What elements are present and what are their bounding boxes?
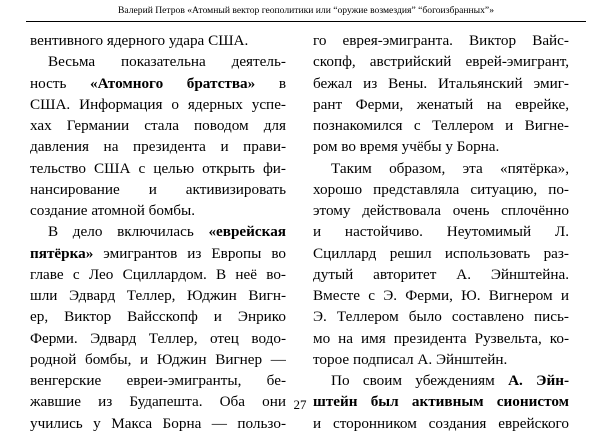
- text-line: [30, 221, 286, 242]
- text-run: Э. Теллером было составлено пись-: [313, 308, 569, 326]
- bold-text: пятёрка»: [30, 244, 94, 262]
- running-header: Валерий Петров «Атомный вектор геополитики или “оружие возмездия” “богоизбранных”»: [117, 5, 494, 16]
- text-line: [30, 73, 286, 94]
- text-run: этому действовала очень сплочённо: [313, 202, 569, 219]
- text-line: [313, 328, 569, 349]
- text-line: [30, 51, 286, 72]
- bold-text: «еврейская: [208, 223, 286, 241]
- bold-text: А. Эйн-: [508, 372, 569, 389]
- text-line: [30, 349, 286, 370]
- text-run: Весьма показательна деятель-: [48, 53, 286, 71]
- text-line: [30, 136, 286, 157]
- text-run: познакомился с Теллером и Вигне-: [313, 117, 569, 134]
- text-line: [30, 264, 286, 285]
- text-line: [30, 158, 286, 179]
- text-line: [313, 51, 569, 72]
- text-run: торое подписал А. Эйнштейн.: [313, 350, 508, 368]
- header-rule: [26, 21, 586, 22]
- text-run: давления на президента и прави-: [30, 138, 286, 156]
- text-run: дутый авторитет А. Эйнштейна.: [313, 265, 569, 283]
- text-run: бежал из Вены. Итальянский эмиг-: [313, 74, 569, 92]
- text-run: венгерские евреи-эмигранты, бе-: [30, 372, 286, 389]
- text-run: учились у Макса Борна — пользо-: [30, 414, 286, 432]
- text-run: и настойчиво. Неутомимый Л.: [313, 223, 569, 241]
- text-run: главе с Лео Сциллардом. В неё во-: [30, 265, 286, 283]
- text-run: создание атомной бомбы.: [30, 202, 196, 219]
- text-run: жавшие из Будапешта. Оба они: [30, 393, 286, 411]
- text-line: [30, 243, 286, 264]
- text-line: [313, 413, 569, 434]
- bold-text: «Атомного братства»: [90, 74, 256, 92]
- text-run: Вместе с Э. Ферми, Ю. Вигнером и: [313, 287, 569, 304]
- text-run: родной бомбы, и Юджин Вигнер —: [30, 350, 286, 368]
- text-line: [313, 30, 569, 51]
- text-line: [313, 306, 569, 327]
- text-line: [313, 179, 569, 200]
- text-line: [313, 243, 569, 264]
- text-run: Ферми. Эдвард Теллер, отец водо-: [30, 329, 286, 347]
- text-run: шли Эдвард Теллер, Юджин Вигн-: [30, 287, 286, 304]
- text-line: [30, 30, 286, 51]
- text-line: [30, 200, 286, 221]
- text-run: ность: [30, 74, 90, 92]
- text-line: [30, 306, 286, 327]
- text-line: [313, 94, 569, 115]
- text-run: го еврея-эмигранта. Виктор Вайс-: [313, 32, 569, 49]
- text-run: тельство США с целью открыть фи-: [30, 159, 286, 177]
- text-line: [30, 94, 286, 115]
- text-run: Таким образом, эта «пятёрка»,: [331, 159, 569, 177]
- text-run: хорошо представляла ситуацию, по-: [313, 180, 569, 198]
- text-run: В дело включилась: [48, 223, 209, 241]
- text-run: По своим убеждениям: [331, 372, 509, 389]
- text-run: Сциллард решил использовать раз-: [313, 244, 569, 262]
- text-line: [30, 285, 286, 306]
- text-line: [313, 158, 569, 179]
- text-line: [313, 200, 569, 221]
- text-line: [313, 221, 569, 242]
- text-line: [30, 179, 286, 200]
- text-line: [30, 115, 286, 136]
- text-run: скопф, австрийский еврей-эмигрант,: [313, 53, 569, 71]
- text-run: США. Информация о ядерных успе-: [30, 95, 286, 113]
- page-number: 27: [293, 397, 307, 412]
- text-line: [313, 264, 569, 285]
- left-text-column: [30, 30, 286, 434]
- text-run: в: [255, 74, 286, 92]
- text-line: [30, 413, 286, 434]
- text-run: эмигрантов из Европы во: [93, 244, 286, 262]
- text-run: ер, Виктор Вайсскопф и Энрико: [30, 308, 286, 326]
- text-run: и сторонником создания еврейского: [313, 414, 569, 432]
- text-line: [313, 115, 569, 136]
- bold-text: штейн был активным сионистом: [313, 393, 569, 411]
- text-line: [313, 136, 569, 157]
- text-run: ром во время учёбы у Борна.: [313, 138, 500, 156]
- text-run: рант Ферми, женатый на еврейке,: [313, 95, 569, 113]
- text-run: хах Германии стала поводом для: [30, 117, 286, 134]
- text-run: мо на имя президента Рузвельта, ко-: [313, 329, 569, 347]
- text-run: нансирование и активизировать: [30, 180, 286, 198]
- text-line: [313, 285, 569, 306]
- right-text-column: [313, 30, 569, 434]
- text-line: [313, 73, 569, 94]
- text-run: вентивного ядерного удара США.: [30, 32, 249, 49]
- text-line: [313, 370, 569, 391]
- text-line: [30, 370, 286, 391]
- text-line: [313, 349, 569, 370]
- text-line: [30, 328, 286, 349]
